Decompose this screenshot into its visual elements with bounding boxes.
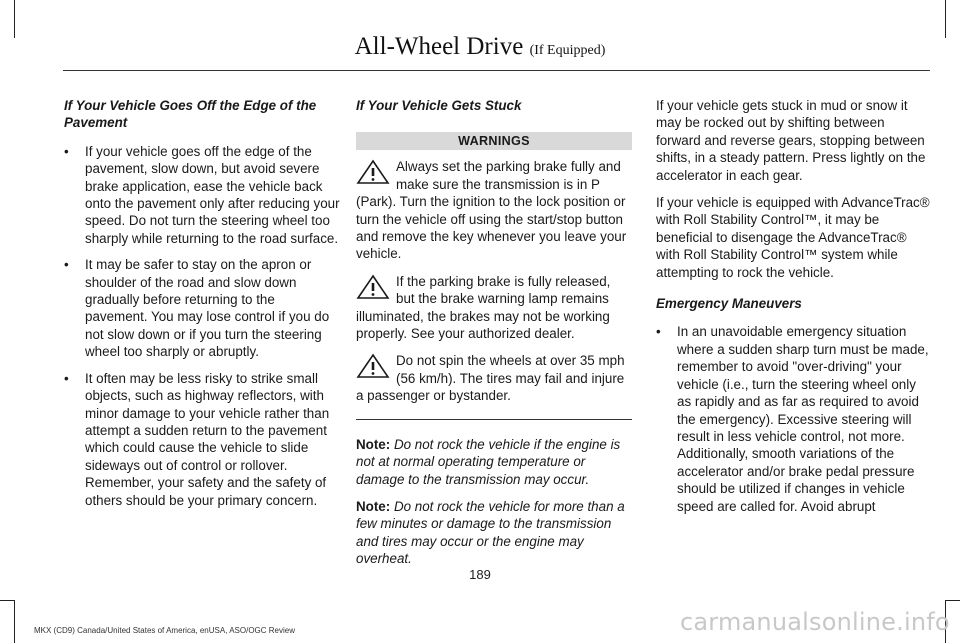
crop-mark bbox=[14, 600, 15, 643]
note bbox=[356, 436, 632, 488]
list-item: • If your vehicle goes off the edge of the pavement, slow down, but avoid severe brake application, ease the vehicle back onto the pavement only after reducing your speed. Do not turn the steering wheel too sharply while returning to the road surface. bbox=[64, 143, 340, 247]
section-heading-stuck: If Your Vehicle Gets Stuck bbox=[356, 98, 522, 113]
crop-mark bbox=[0, 600, 14, 601]
list-item: • It often may be less risky to strike small objects, such as highway reflectors, with minor damage to your vehicle rather than attempt a sudden return to the pavement which could cause the vehicle to slide sideways out of control or rollover. Remember, your safety and the safety of others should be your primary concern. bbox=[64, 370, 340, 509]
warning-text: Do not spin the wheels at over 35 mph (56 km/h). The tires may fail and injure a passenger or bystander. bbox=[356, 353, 625, 404]
crop-mark bbox=[946, 600, 960, 601]
column-middle bbox=[356, 97, 632, 578]
warning-text: Always set the parking brake fully and make sure the transmission is in P (Park). Turn the ignition to the lock position or turn the vehicle off using the start/stop button and remove the key whenever you leave your vehicle. bbox=[356, 159, 627, 262]
column-left bbox=[64, 97, 340, 518]
page-number: 189 bbox=[469, 567, 491, 582]
warning-triangle-icon bbox=[356, 274, 390, 300]
bullet-list-off-edge bbox=[64, 143, 340, 509]
paragraph: If your vehicle is equipped with AdvanceTrac® with Roll Stability Control™, it may be beneficial to disengage the AdvanceTrac® with Roll Stability Control™ system while attempting to rock the vehicle. bbox=[656, 195, 930, 280]
list-item: • It may be safer to stay on the apron or shoulder of the road and slow down gradually before returning to the pavement. You may lose control if you do not slow down or if you turn the steering wheel too sharply or abruptly. bbox=[64, 256, 340, 360]
warning-item bbox=[356, 273, 632, 343]
note-label: Note: bbox=[356, 498, 391, 514]
warning-item bbox=[356, 158, 632, 262]
warnings-banner: WARNINGS bbox=[356, 132, 632, 150]
note-text: Do not rock the vehicle for more than a few minutes or damage to the transmission and tires may occur or the engine may overheat. bbox=[356, 498, 625, 567]
column-right bbox=[656, 97, 932, 524]
list-item: • In an unavoidable emergency situation where a sudden sharp turn must be made, remember to avoid "over-driving" your vehicle (i.e., turn the steering wheel only as rapidly and as far as required to avoid the emergency). Excessive steering will result in less vehicle control, not more. Additionally, smooth variations of the accelerator and/or brake pedal pressure should be utilized if changes in vehicle speed are called for. Avoid abrupt bbox=[656, 323, 932, 514]
note bbox=[356, 498, 632, 568]
section-heading-emergency: Emergency Maneuvers bbox=[656, 296, 802, 312]
section-heading-off-edge: If Your Vehicle Goes Off the Edge of the Pavement bbox=[64, 98, 317, 131]
page-title-subtitle: (If Equipped) bbox=[529, 43, 606, 58]
header-divider bbox=[63, 70, 930, 71]
warning-item bbox=[356, 352, 632, 404]
watermark-text: carmanualsonline.info bbox=[680, 608, 950, 636]
page-title bbox=[0, 32, 960, 66]
note-label: Note: bbox=[356, 436, 391, 452]
bullet-list-emergency bbox=[656, 323, 932, 514]
page-title-main: All-Wheel Drive bbox=[354, 33, 524, 60]
paragraph: If your vehicle gets stuck in mud or snow it may be rocked out by shifting between forward and reverse gears, stopping between shifts, in a steady pattern. Press lightly on the accelerator in each gear. bbox=[656, 98, 926, 183]
warning-triangle-icon bbox=[356, 159, 390, 185]
warning-triangle-icon bbox=[356, 353, 390, 379]
note-text: Do not rock the vehicle if the engine is not at normal operating temperature or damage to the transmission may occur. bbox=[356, 436, 621, 487]
document-identifier: MKX (CD9) Canada/United States of America, enUSA, ASO/OGC Review bbox=[34, 626, 295, 635]
warnings-divider bbox=[356, 419, 632, 420]
warning-text: If the parking brake is fully released, but the brake warning lamp remains illuminated, the brakes may not be working properly. See your authorized dealer. bbox=[356, 273, 611, 342]
